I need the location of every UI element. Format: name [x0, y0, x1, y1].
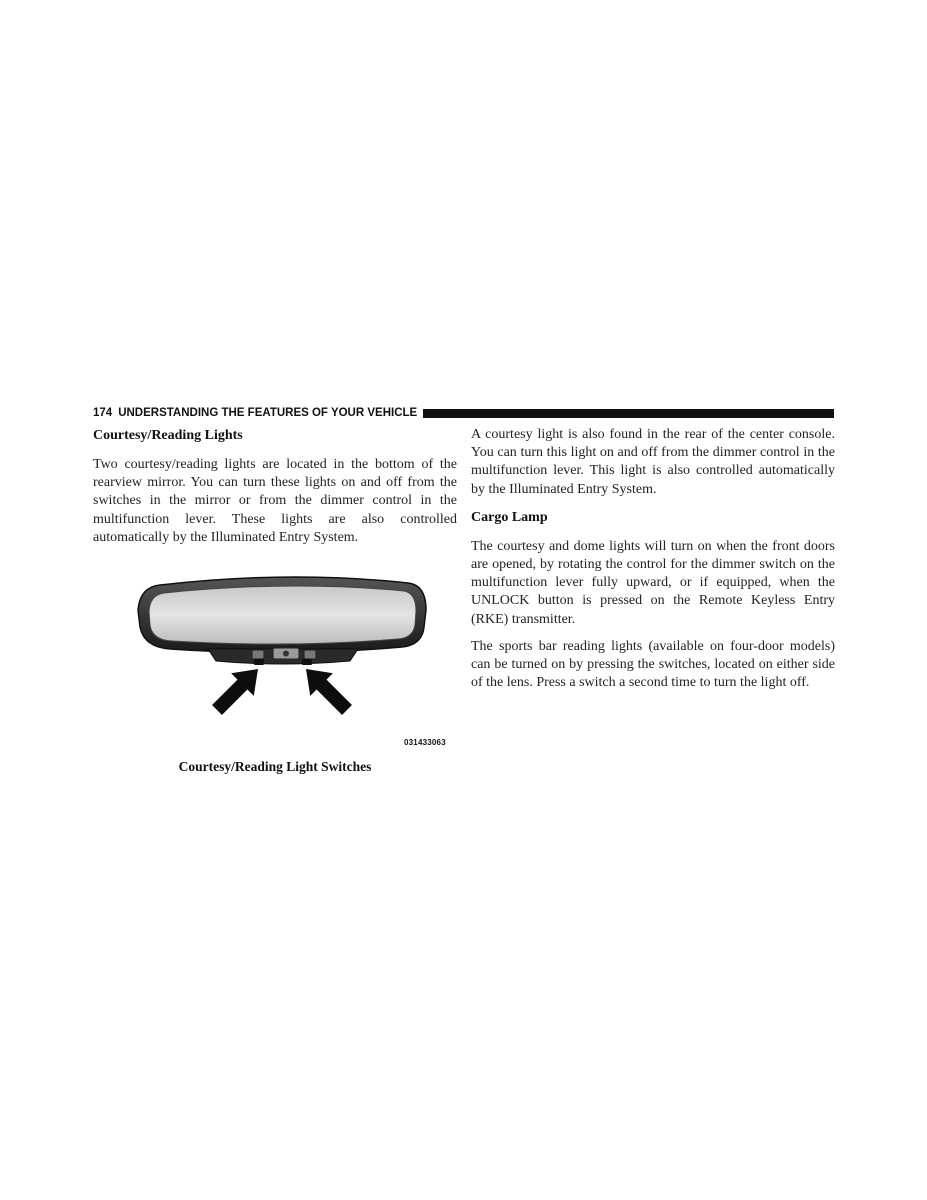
right-light-switch — [304, 650, 316, 659]
right-arrow-icon — [295, 658, 359, 722]
section-title: UNDERSTANDING THE FEATURES OF YOUR VEHICLE — [118, 407, 418, 419]
figure-code: 031433063 — [404, 738, 446, 747]
sports-bar-lights-paragraph: The sports bar reading lights (available on four-door models) can be turned on by pressing the switches, located on either side of the lens. Press a switch a second time to turn the light off. — [471, 638, 835, 691]
courtesy-reading-lights-heading: Courtesy/Reading Lights — [93, 428, 243, 443]
cargo-lamp-heading: Cargo Lamp — [471, 509, 548, 525]
left-column — [93, 426, 457, 556]
mirror-glass — [149, 586, 416, 644]
page-number: 174 — [93, 407, 113, 419]
figure-caption: Courtesy/Reading Light Switches — [178, 759, 372, 774]
rearview-mirror-illustration — [130, 565, 454, 755]
courtesy-reading-lights-paragraph: Two courtesy/reading lights are located in the bottom of the rearview mirror. You can turn these lights on and off from the switches in the mirror or from the dimmer control in the multifunction lever. These lights are also controlled automatically by the Illuminated Entry System. — [93, 457, 457, 545]
center-console-light-paragraph: A courtesy light is also found in the rear of the center console. You can turn this light on and off from the dimmer control in the multifunction lever. This light is also controlled automatically by the Illuminated Entry System. — [471, 427, 835, 497]
mirror-figure — [130, 565, 454, 755]
left-light-switch — [252, 650, 264, 659]
right-column — [471, 426, 835, 701]
left-arrow-icon — [206, 658, 270, 722]
cargo-lamp-paragraph: The courtesy and dome lights will turn on when the front doors are opened, by rotating the control for the dimmer switch on the multifunction lever fully upward, or if equipped, when the UNLOCK button is pressed on the Remote Keyless Entry (RKE) transmitter. — [471, 538, 835, 627]
page-header — [93, 404, 834, 422]
header-rule — [423, 409, 834, 418]
